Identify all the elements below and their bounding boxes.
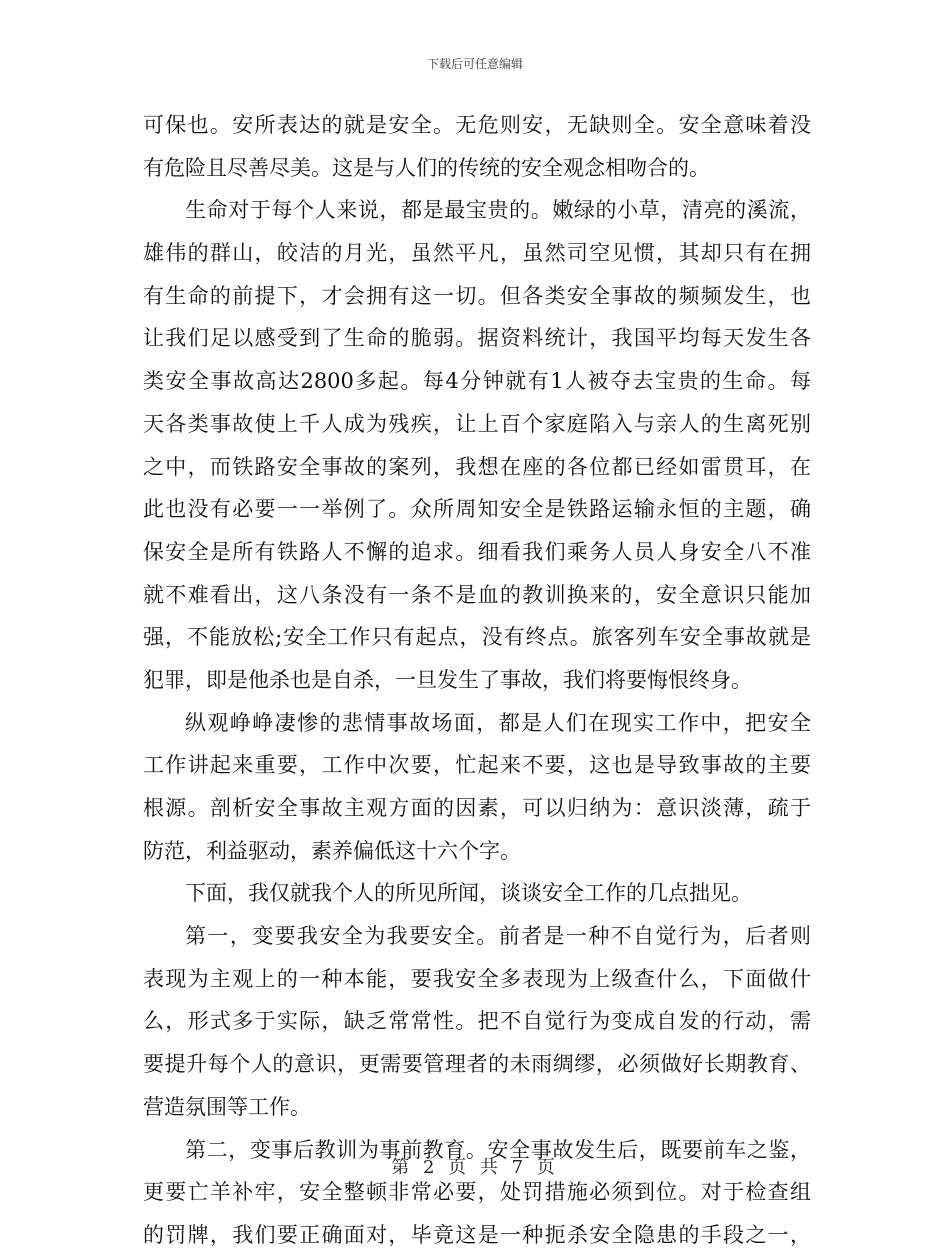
paragraph-first-line: 第二，变事后教训为事前教育。安全事故发生后，既要前车之鉴，	[185, 1137, 811, 1162]
text-line: 要提升每个人的意识，更需要管理者的未雨绸缪，必须做好长期教育、	[143, 1052, 811, 1077]
text-line: 让我们足以感受到了生命的脆弱。据资料统计，我国平均每天发生各	[143, 326, 811, 351]
text-line: 有生命的前提下，才会拥有这一切。但各类安全事故的频频发生，也	[143, 283, 811, 308]
text-line: 可保也。安所表达的就是安全。无危则安，无缺则全。安全意味着没	[143, 113, 811, 137]
page-header: 下载后可任意编辑	[426, 57, 523, 71]
text-line: 就不难看出，这八条没有一条不是血的教训换来的，安全意识只能加	[143, 582, 811, 607]
text-line: 雄伟的群山，皎洁的月光，虽然平凡，虽然司空见惯，其却只有在拥	[143, 241, 811, 266]
text-line: 营造氛围等工作。	[143, 1094, 311, 1119]
paragraph-first-line: 生命对于每个人来说，都是最宝贵的。嫩绿的小草，清亮的溪流，	[185, 198, 811, 223]
text-line: 此也没有必要一一举例了。众所周知安全是铁路运输永恒的主题，确	[143, 497, 811, 522]
text-line: 类安全事故高达2800多起。每4分钟就有1人被夺去宝贵的生命。每	[143, 369, 811, 394]
text-line: 保安全是所有铁路人不懈的追求。细看我们乘务人员人身安全八不准	[143, 539, 811, 564]
text-line: 之中，而铁路安全事故的案列，我想在座的各位都已经如雷贯耳，在	[143, 454, 811, 479]
text-line: 天各类事故使上千人成为残疾，让上百个家庭陷入与亲人的生离死别	[143, 411, 811, 436]
text-line: 的罚牌，我们要正确面对，毕竟这是一种扼杀安全隐患的手段之一，	[143, 1222, 811, 1247]
text-line: 更要亡羊补牢，安全整顿非常必要，处罚措施必须到位。对于检查组	[143, 1180, 811, 1205]
text-line: 犯罪，即是他杀也是自杀，一旦发生了事故，我们将要悔恨终身。	[143, 667, 752, 692]
text-line: 强，不能放松;安全工作只有起点，没有终点。旅客列车安全事故就是	[143, 625, 811, 650]
paragraph-first-line: 下面，我仅就我个人的所见所闻，谈谈安全工作的几点拙见。	[185, 881, 752, 906]
text-line: 有危险且尽善尽美。这是与人们的传统的安全观念相吻合的。	[143, 155, 710, 180]
text-line: 防范，利益驱动，素养偏低这十六个字。	[143, 838, 521, 863]
paragraph-first-line: 纵观峥峥凄惨的悲情事故场面，都是人们在现实工作中，把安全	[185, 710, 811, 735]
text-line: 根源。剖析安全事故主观方面的因素，可以归纳为：意识淡薄，疏于	[143, 796, 811, 820]
text-line: 表现为主观上的一种本能，要我安全多表现为上级查什么，下面做什	[143, 966, 811, 991]
paragraph-first-line: 第一，变要我安全为我要安全。前者是一种不自觉行为，后者则	[185, 924, 811, 949]
document-body	[143, 104, 811, 1257]
text-line: 工作讲起来重要，工作中次要，忙起来不要，这也是导致事故的主要	[143, 753, 811, 778]
page-number-footer: 第 2 页 共 7 页	[391, 1157, 559, 1178]
text-line: 么，形式多于实际，缺乏常常性。把不自觉行为变成自发的行动，需	[143, 1009, 811, 1034]
